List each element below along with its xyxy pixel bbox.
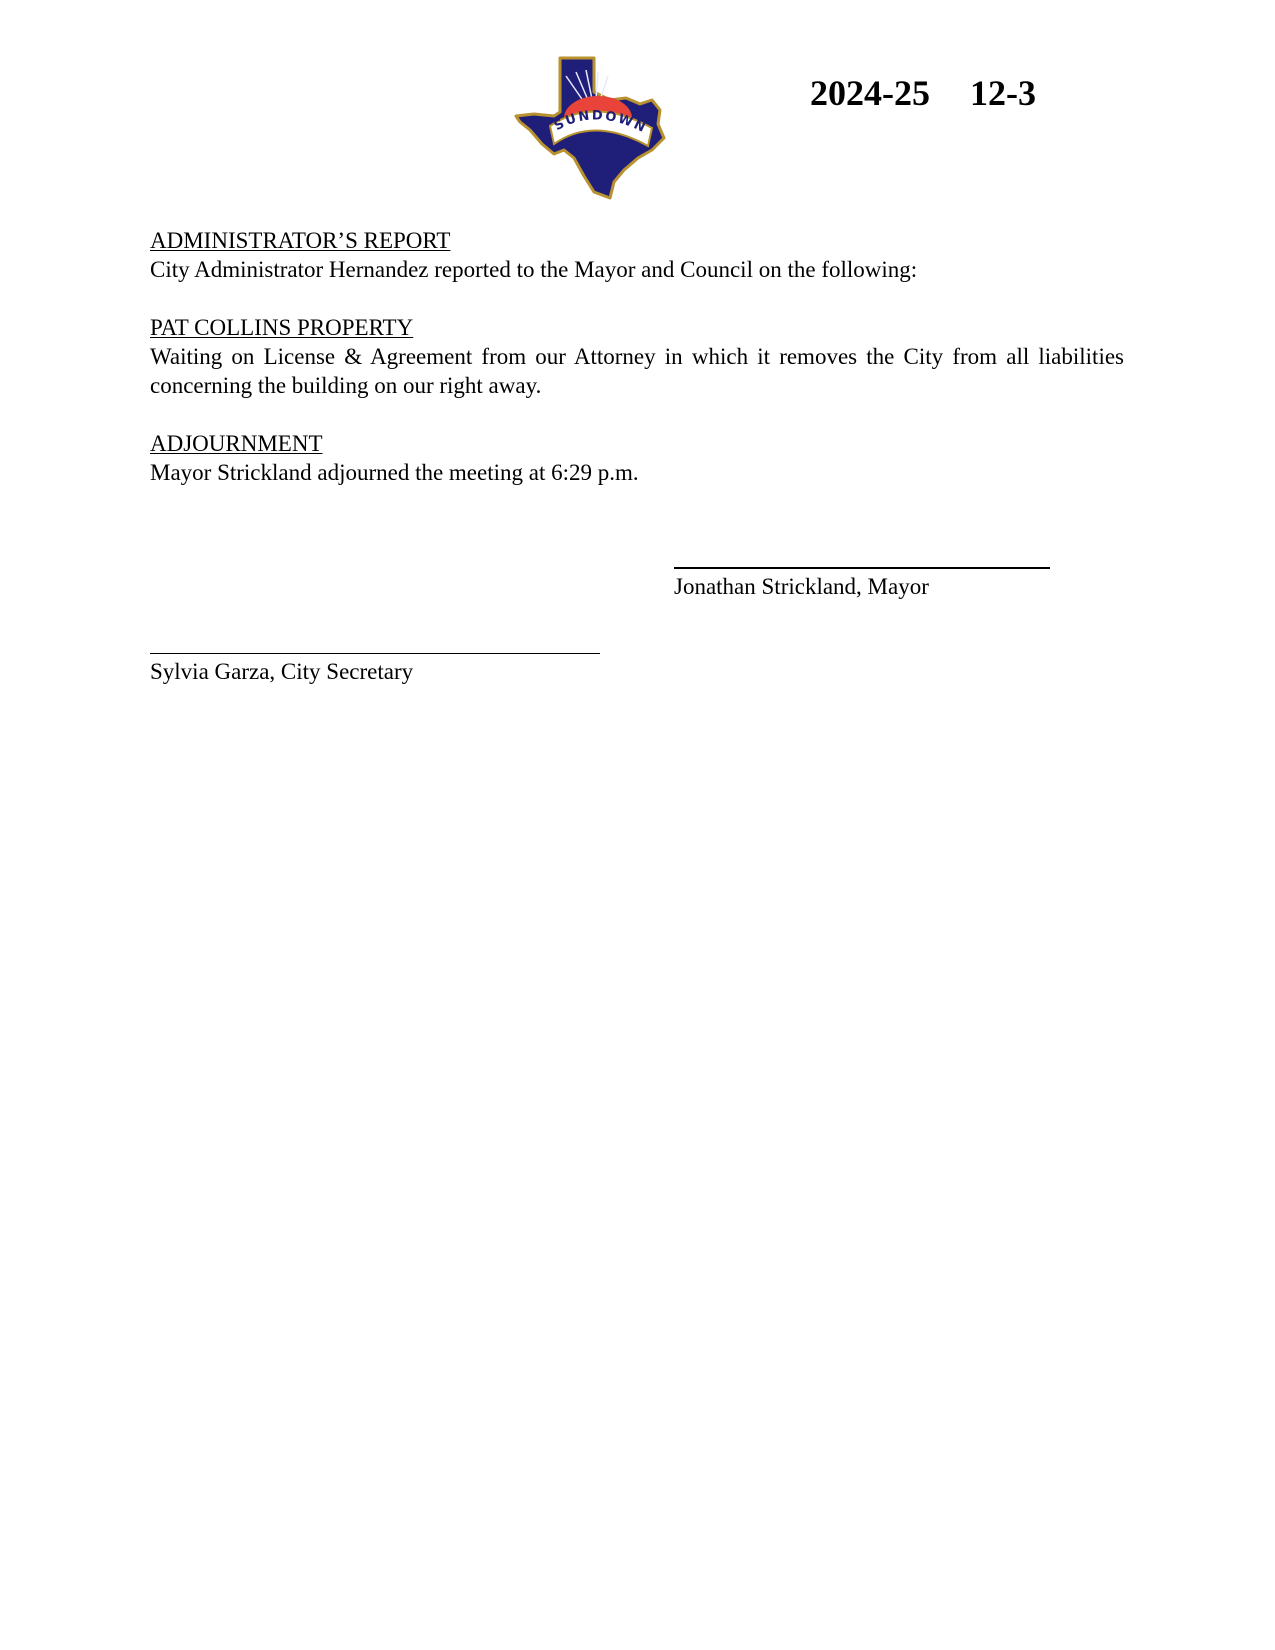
section-body: Mayor Strickland adjourned the meeting at 6:29 p.m. bbox=[150, 460, 639, 485]
logo-banner-text: SUNDOWN bbox=[551, 108, 650, 137]
doc-number-year: 2024-25 bbox=[810, 73, 930, 113]
signature-line bbox=[674, 567, 1050, 569]
section-adjournment bbox=[150, 429, 1124, 487]
secretary-name: Sylvia Garza, City Secretary bbox=[150, 659, 414, 684]
doc-number-page: 12-3 bbox=[970, 73, 1036, 113]
document-number bbox=[810, 72, 1036, 114]
mayor-signature-block bbox=[674, 567, 1050, 601]
section-body: Waiting on License & Agreement from our Attorney in which it removes the City from all liabilities concerning the building on our right away. bbox=[150, 344, 1124, 398]
section-heading: PAT COLLINS PROPERTY bbox=[150, 315, 414, 340]
sundown-texas-logo bbox=[514, 54, 678, 202]
signature-line bbox=[150, 653, 600, 654]
secretary-signature-block bbox=[150, 653, 600, 686]
section-body: City Administrator Hernandez reported to the Mayor and Council on the following: bbox=[150, 257, 918, 282]
section-heading: ADJOURNMENT bbox=[150, 431, 323, 456]
mayor-name: Jonathan Strickland, Mayor bbox=[674, 574, 929, 599]
section-heading: ADMINISTRATOR’S REPORT bbox=[150, 228, 451, 253]
section-pat-collins-property bbox=[150, 313, 1124, 400]
document-body bbox=[150, 226, 1124, 516]
section-admin-report bbox=[150, 226, 1124, 284]
